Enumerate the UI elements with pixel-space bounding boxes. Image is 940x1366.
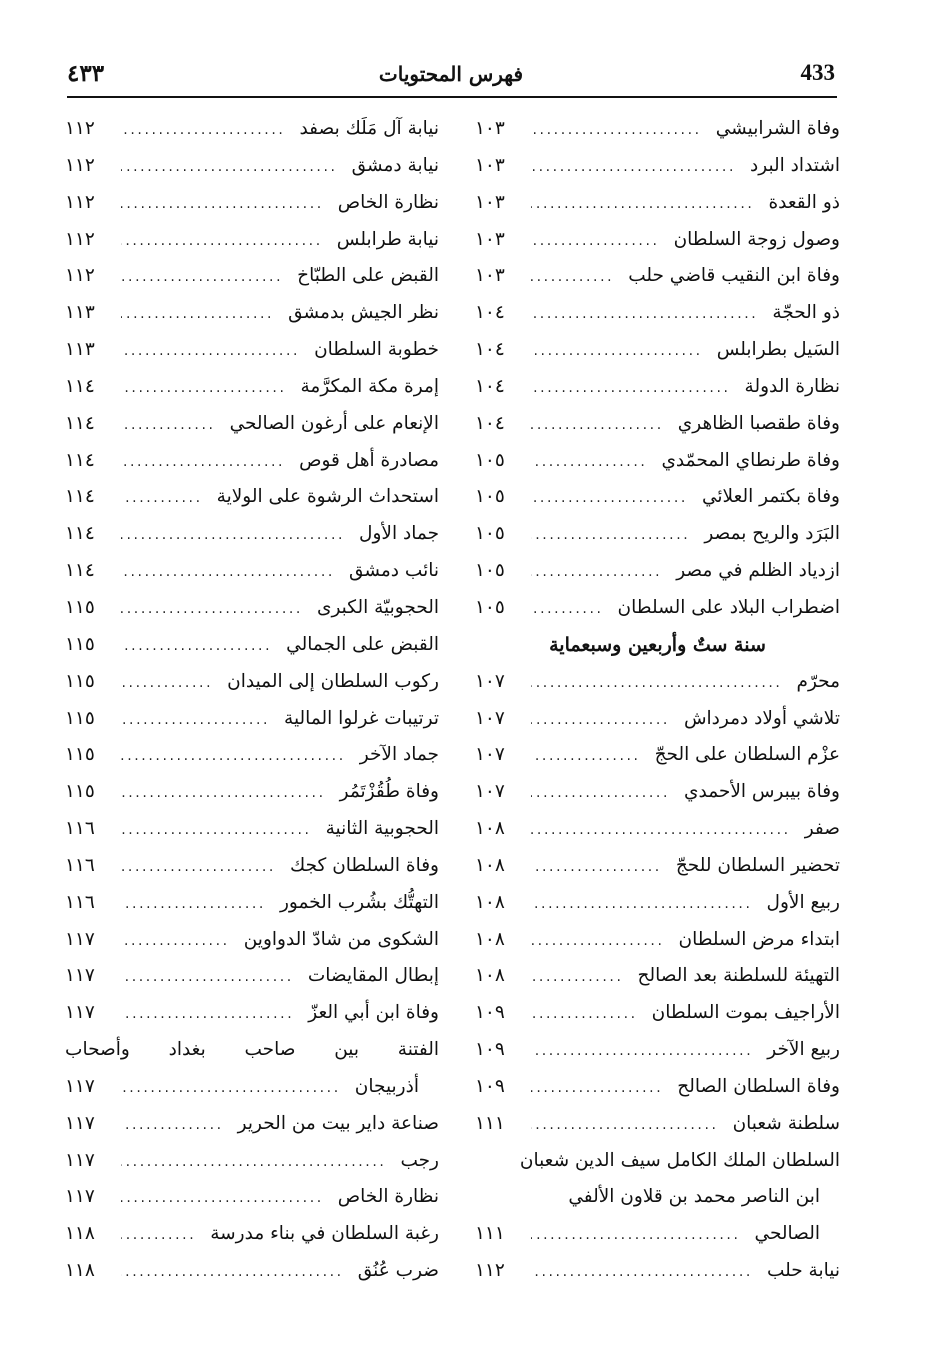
entry-page-number: ١٠٧ <box>475 670 505 692</box>
entry-title: ذو القعدة <box>768 191 840 213</box>
entry-title: وفاة طقصبا الظاهري <box>677 412 840 434</box>
entry-page-number: ١٠٤ <box>475 375 505 397</box>
toc-entry <box>475 958 840 995</box>
entry-title: صفر <box>804 818 840 840</box>
toc-entry <box>65 369 439 406</box>
entry-title: ازدياد الظلم في مصر <box>676 560 840 582</box>
entry-page-number: ١٠٥ <box>475 486 505 508</box>
entry-title: ترتيبات غرلوا المالية <box>284 707 439 729</box>
entry-page-number: ١٠٨ <box>475 891 505 913</box>
entry-page-number: ١١٢ <box>65 191 95 213</box>
dot-leader <box>531 738 641 774</box>
entry-page-number: ١٠٣ <box>475 265 505 287</box>
entry-page-number: ١٠٣ <box>475 154 505 176</box>
entry-title: خطوبة السلطان <box>314 339 439 361</box>
toc-entry <box>65 737 439 774</box>
entry-page-number: ١١٢ <box>65 265 95 287</box>
toc-column-right <box>475 111 840 1290</box>
toc-entry <box>65 885 439 922</box>
dot-leader <box>531 775 670 811</box>
entry-page-number: ١١٧ <box>65 1002 95 1024</box>
entry-page-number: ١١١ <box>475 1223 505 1245</box>
dot-leader <box>121 886 266 922</box>
dot-leader <box>531 959 624 995</box>
toc-entry <box>475 295 840 332</box>
dot-leader <box>121 665 213 701</box>
dot-leader <box>531 554 662 590</box>
dot-leader <box>531 923 665 959</box>
entry-title: البَرَد والريح بمصر <box>704 523 840 545</box>
entry-title: وفاة الشرابيشي <box>715 118 840 139</box>
dot-leader <box>531 665 782 701</box>
toc-entry <box>475 922 840 959</box>
dot-leader <box>531 1070 663 1106</box>
toc-entry <box>475 406 840 443</box>
entry-page-number: ١١٢ <box>65 228 95 250</box>
toc-entry <box>65 774 439 811</box>
toc-entry <box>475 1253 840 1290</box>
toc-entry <box>475 258 840 295</box>
toc-entry <box>475 664 840 701</box>
dot-leader <box>531 149 736 185</box>
entry-page-number: ١١٥ <box>65 670 95 692</box>
dot-leader <box>531 996 638 1032</box>
entry-page-number: ١٠٤ <box>475 412 505 434</box>
toc-entry <box>65 811 439 848</box>
dot-leader <box>121 1254 344 1290</box>
entry-page-number: ١٠٩ <box>475 1002 505 1024</box>
entry-title: تحضير السلطان للحجّ <box>675 854 840 876</box>
entry-page-number: ١٠٨ <box>475 928 505 950</box>
entry-title: الصالحي <box>754 1223 820 1245</box>
toc-entry <box>475 369 840 406</box>
entry-title: وفاة بيبرس الأحمدي <box>684 781 840 803</box>
dot-leader <box>531 849 662 885</box>
dot-leader <box>531 1217 741 1253</box>
entry-title: القبض على الطبّاخ <box>297 265 439 287</box>
dot-leader <box>121 702 270 738</box>
entry-page-number: ١٠٩ <box>475 1039 505 1061</box>
dot-leader <box>121 259 283 295</box>
dot-leader <box>531 812 791 848</box>
page-number-latin: 433 <box>800 60 835 85</box>
dot-leader <box>531 444 647 480</box>
dot-leader <box>531 702 670 738</box>
entry-page-number: ١١٧ <box>65 1149 95 1171</box>
dot-leader <box>531 333 703 369</box>
entry-page-number: ١١٤ <box>65 412 95 434</box>
entry-page-number: ١٠٨ <box>475 818 505 840</box>
entry-page-number: ١١٦ <box>65 891 95 913</box>
toc-entry <box>475 1069 840 1106</box>
toc-entry <box>475 516 840 553</box>
entry-page-number: ١١٧ <box>65 928 95 950</box>
toc-entry <box>65 516 439 553</box>
entry-title: سلطنة شعبان <box>732 1112 840 1134</box>
entry-title: اشتداد البرد <box>750 154 840 176</box>
dot-leader <box>121 1144 386 1180</box>
entry-title: رجب <box>400 1149 439 1171</box>
entry-title: وفاة طرنطاي المحمّدي <box>661 449 840 471</box>
toc-entry <box>65 443 439 480</box>
dot-leader <box>121 296 274 332</box>
toc-entry <box>475 332 840 369</box>
entry-title: وفاة ابن أبي العزّ <box>308 1002 439 1024</box>
toc-entry <box>65 1216 439 1253</box>
entry-title: السَيل بطرابلس <box>716 339 840 361</box>
toc-entry <box>65 406 439 443</box>
toc-word: صاحب <box>244 1039 296 1061</box>
toc-entry <box>65 627 439 664</box>
toc-entry <box>65 185 439 222</box>
toc-entry <box>65 1069 439 1106</box>
entry-title: الحجوبيّة الكبرى <box>316 596 439 618</box>
entry-title: عزْم السلطان على الحجّ <box>654 744 840 766</box>
toc-entry <box>65 590 439 627</box>
entry-title: القبض على الجمالي <box>286 633 439 655</box>
entry-title: ركوب السلطان إلى الميدان <box>227 670 439 692</box>
entry-title: صناعة داير بيت من الحرير <box>237 1112 439 1134</box>
entry-title: نيابة حلب <box>766 1260 840 1282</box>
dot-leader <box>531 591 604 627</box>
toc-entry <box>475 737 840 774</box>
dot-leader <box>531 1254 753 1290</box>
entry-title: التهتُّك بشُرب الخمور <box>279 891 439 913</box>
entry-title: ربيع الآخر <box>767 1039 840 1061</box>
toc-entry <box>65 332 439 369</box>
entry-page-number: ١١٥ <box>65 633 95 655</box>
entry-page-number: ١١٤ <box>65 523 95 545</box>
toc-entry <box>475 185 840 222</box>
entry-page-number: ١٠٥ <box>475 449 505 471</box>
dot-leader <box>121 370 287 406</box>
toc-entry <box>65 1253 439 1290</box>
toc-entry <box>475 443 840 480</box>
dot-leader <box>121 996 294 1032</box>
toc-entry <box>65 148 439 185</box>
entry-page-number: ١٠٤ <box>475 339 505 361</box>
entry-title: استحداث الرشوة على الولاية <box>216 486 439 508</box>
running-title: فهرس المحتويات <box>378 62 524 86</box>
dot-leader <box>121 775 326 811</box>
dot-leader <box>121 1107 224 1143</box>
entry-page-number: ١٠٥ <box>475 560 505 582</box>
entry-title: جماد الأول <box>359 523 439 545</box>
toc-entry <box>65 958 439 995</box>
dot-leader <box>531 112 702 148</box>
entry-page-number: ١١٧ <box>65 1186 95 1208</box>
entry-page-number: ١١٥ <box>65 744 95 766</box>
entry-title: وفاة طُقُزْتَمُر <box>339 781 439 803</box>
entry-page-number: ١١٥ <box>65 781 95 803</box>
dot-leader <box>531 186 754 222</box>
toc-entry <box>65 295 439 332</box>
entry-page-number: ١١٧ <box>65 1075 95 1097</box>
entry-title: وفاة السلطان الصالح <box>677 1075 840 1097</box>
toc-entry <box>475 1106 840 1143</box>
toc-entry <box>65 111 439 148</box>
toc-entry <box>65 479 439 516</box>
entry-title: جماد الآخر <box>359 744 439 766</box>
entry-title: نائب دمشق <box>348 560 439 582</box>
toc-word: الفتنة <box>397 1039 439 1061</box>
entry-page-number: ١١٦ <box>65 854 95 876</box>
toc-entry-continued: السلطان الملك الكامل سيف الدين شعبان <box>519 1149 840 1171</box>
entry-page-number: ١٠٥ <box>475 523 505 545</box>
toc-entry <box>65 1106 439 1143</box>
toc-entry <box>475 553 840 590</box>
dot-leader <box>121 407 216 443</box>
entry-page-number: ١١٢ <box>65 154 95 176</box>
dot-leader <box>121 738 346 774</box>
toc-entry <box>65 848 439 885</box>
dot-leader <box>121 186 324 222</box>
entry-title: نيابة دمشق <box>351 154 439 176</box>
entry-title: الشكوى من شادّ الدواوين <box>243 928 439 950</box>
entry-page-number: ١١٨ <box>65 1260 95 1282</box>
dot-leader <box>531 223 660 259</box>
dot-leader <box>121 554 335 590</box>
dot-leader <box>121 444 285 480</box>
entry-title: نظارة الدولة <box>744 375 840 397</box>
entry-title: أذربيجان <box>354 1075 419 1097</box>
dot-leader <box>531 370 731 406</box>
dot-leader <box>531 259 614 295</box>
toc-entry-continued <box>65 1032 439 1069</box>
entry-page-number: ١١٢ <box>65 118 95 139</box>
entry-title: ضرب عُنُق <box>357 1260 439 1282</box>
dot-leader <box>121 923 230 959</box>
toc-column-left <box>65 111 439 1290</box>
entry-page-number: ١١٢ <box>475 1260 505 1282</box>
entry-title: وصول زوجة السلطان <box>673 228 840 250</box>
toc-entry <box>475 1216 840 1253</box>
dot-leader <box>121 812 312 848</box>
entry-page-number: ١٠٨ <box>475 965 505 987</box>
dot-leader <box>121 517 345 553</box>
toc-entry <box>475 590 840 627</box>
entry-title: وفاة السلطان كجك <box>289 854 439 876</box>
entry-page-number: ١١٤ <box>65 375 95 397</box>
toc-entry <box>475 774 840 811</box>
toc-entry <box>65 1179 439 1216</box>
entry-title: إمرة مكة المكرَّمة <box>300 375 439 397</box>
entry-title: نظر الجيش بدمشق <box>288 302 439 324</box>
entry-page-number: ١١١ <box>475 1112 505 1134</box>
dot-leader <box>121 628 272 664</box>
toc-entry <box>65 922 439 959</box>
entry-page-number: ١٠٧ <box>475 781 505 803</box>
page-header <box>67 58 835 92</box>
toc-word: وأصحاب <box>65 1039 130 1061</box>
toc-entry <box>475 479 840 516</box>
toc-entry <box>65 1143 439 1180</box>
toc-entry <box>475 885 840 922</box>
dot-leader <box>121 1180 324 1216</box>
entry-page-number: ١٠٧ <box>475 744 505 766</box>
entry-page-number: ١١٥ <box>65 596 95 618</box>
entry-title: نيابة طرابلس <box>336 228 439 250</box>
dot-leader <box>121 591 303 627</box>
entry-title: تلاشي أولاد دمرداش <box>683 707 840 729</box>
dot-leader <box>121 480 203 516</box>
entry-title: محرّم <box>796 670 840 692</box>
entry-title: وفاة ابن النقيب قاضي حلب <box>628 265 840 287</box>
toc-entry <box>475 1032 840 1069</box>
toc-entry <box>475 811 840 848</box>
dot-leader <box>531 407 664 443</box>
entry-page-number: ١٠٣ <box>475 118 505 139</box>
entry-title: الحجوبية الثانية <box>325 818 439 840</box>
toc-entry <box>475 222 840 259</box>
toc-entry <box>475 111 840 148</box>
entry-title: ذو الحجّة <box>772 302 840 324</box>
entry-title: اضطراب البلاد على السلطان <box>617 596 840 618</box>
toc-entry <box>65 664 439 701</box>
toc-entry <box>475 995 840 1032</box>
entry-page-number: ١٠٥ <box>475 596 505 618</box>
entry-title: رغبة السلطان في بناء مدرسة <box>210 1223 439 1245</box>
entry-title: نظارة الخاص <box>337 191 439 213</box>
entry-title: الأراجيف بموت السلطان <box>651 1002 840 1024</box>
dot-leader <box>121 1217 196 1253</box>
toc-entry <box>65 553 439 590</box>
dot-leader <box>121 849 276 885</box>
entry-page-number: ١١٣ <box>65 339 95 361</box>
entry-title: إبطال المقايضات <box>307 965 439 987</box>
entry-page-number: ١١٤ <box>65 560 95 582</box>
dot-leader <box>121 223 323 259</box>
entry-page-number: ١١٦ <box>65 818 95 840</box>
toc-entry <box>475 848 840 885</box>
dot-leader <box>531 886 753 922</box>
entry-page-number: ١٠٧ <box>475 707 505 729</box>
entry-page-number: ١٠٤ <box>475 302 505 324</box>
entry-page-number: ١١٤ <box>65 486 95 508</box>
entry-page-number: ١٠٣ <box>475 191 505 213</box>
dot-leader <box>121 333 300 369</box>
dot-leader <box>121 149 338 185</box>
page-number-arabic: ٤٣٣ <box>67 60 105 87</box>
entry-title: وفاة بكتمر العلائي <box>701 486 840 508</box>
toc-entry <box>65 995 439 1032</box>
toc-entry <box>65 222 439 259</box>
dot-leader <box>531 1033 753 1069</box>
toc-entry <box>65 258 439 295</box>
toc-entry-continued: ابن الناصر محمد بن قلاون الألفي <box>568 1186 820 1208</box>
toc-entry <box>475 148 840 185</box>
entry-title: الإنعام على أرغون الصالحي <box>229 412 439 434</box>
entry-page-number: ١١٧ <box>65 965 95 987</box>
section-heading: سنة ستٌ وأربعين وسبعماية <box>549 633 766 656</box>
entry-page-number: ١١٣ <box>65 302 95 324</box>
dot-leader <box>531 480 688 516</box>
toc-word: بين <box>334 1039 360 1061</box>
dot-leader <box>121 1070 341 1106</box>
toc-word: بغداد <box>168 1039 206 1061</box>
dot-leader <box>531 296 758 332</box>
dot-leader <box>531 517 690 553</box>
entry-page-number: ١٠٣ <box>475 228 505 250</box>
entry-title: التهيئة للسلطنة بعد الصالح <box>637 965 840 987</box>
entry-page-number: ١١٥ <box>65 707 95 729</box>
dot-leader <box>531 1107 719 1143</box>
entry-title: نظارة الخاص <box>337 1186 439 1208</box>
entry-page-number: ١١٨ <box>65 1223 95 1245</box>
entry-page-number: ١٠٩ <box>475 1075 505 1097</box>
entry-title: مصادرة أهل قوص <box>299 449 439 471</box>
entry-title: نيابة آل مَلَك بصفد <box>299 118 439 139</box>
toc-entry <box>475 701 840 738</box>
dot-leader <box>121 959 294 995</box>
entry-title: ربيع الأول <box>766 891 840 913</box>
entry-page-number: ١٠٨ <box>475 854 505 876</box>
entry-page-number: ١١٤ <box>65 449 95 471</box>
header-rule <box>67 96 837 98</box>
toc-entry <box>65 701 439 738</box>
dot-leader <box>121 112 285 148</box>
entry-page-number: ١١٧ <box>65 1112 95 1134</box>
entry-title: ابتداء مرض السلطان <box>678 928 840 950</box>
